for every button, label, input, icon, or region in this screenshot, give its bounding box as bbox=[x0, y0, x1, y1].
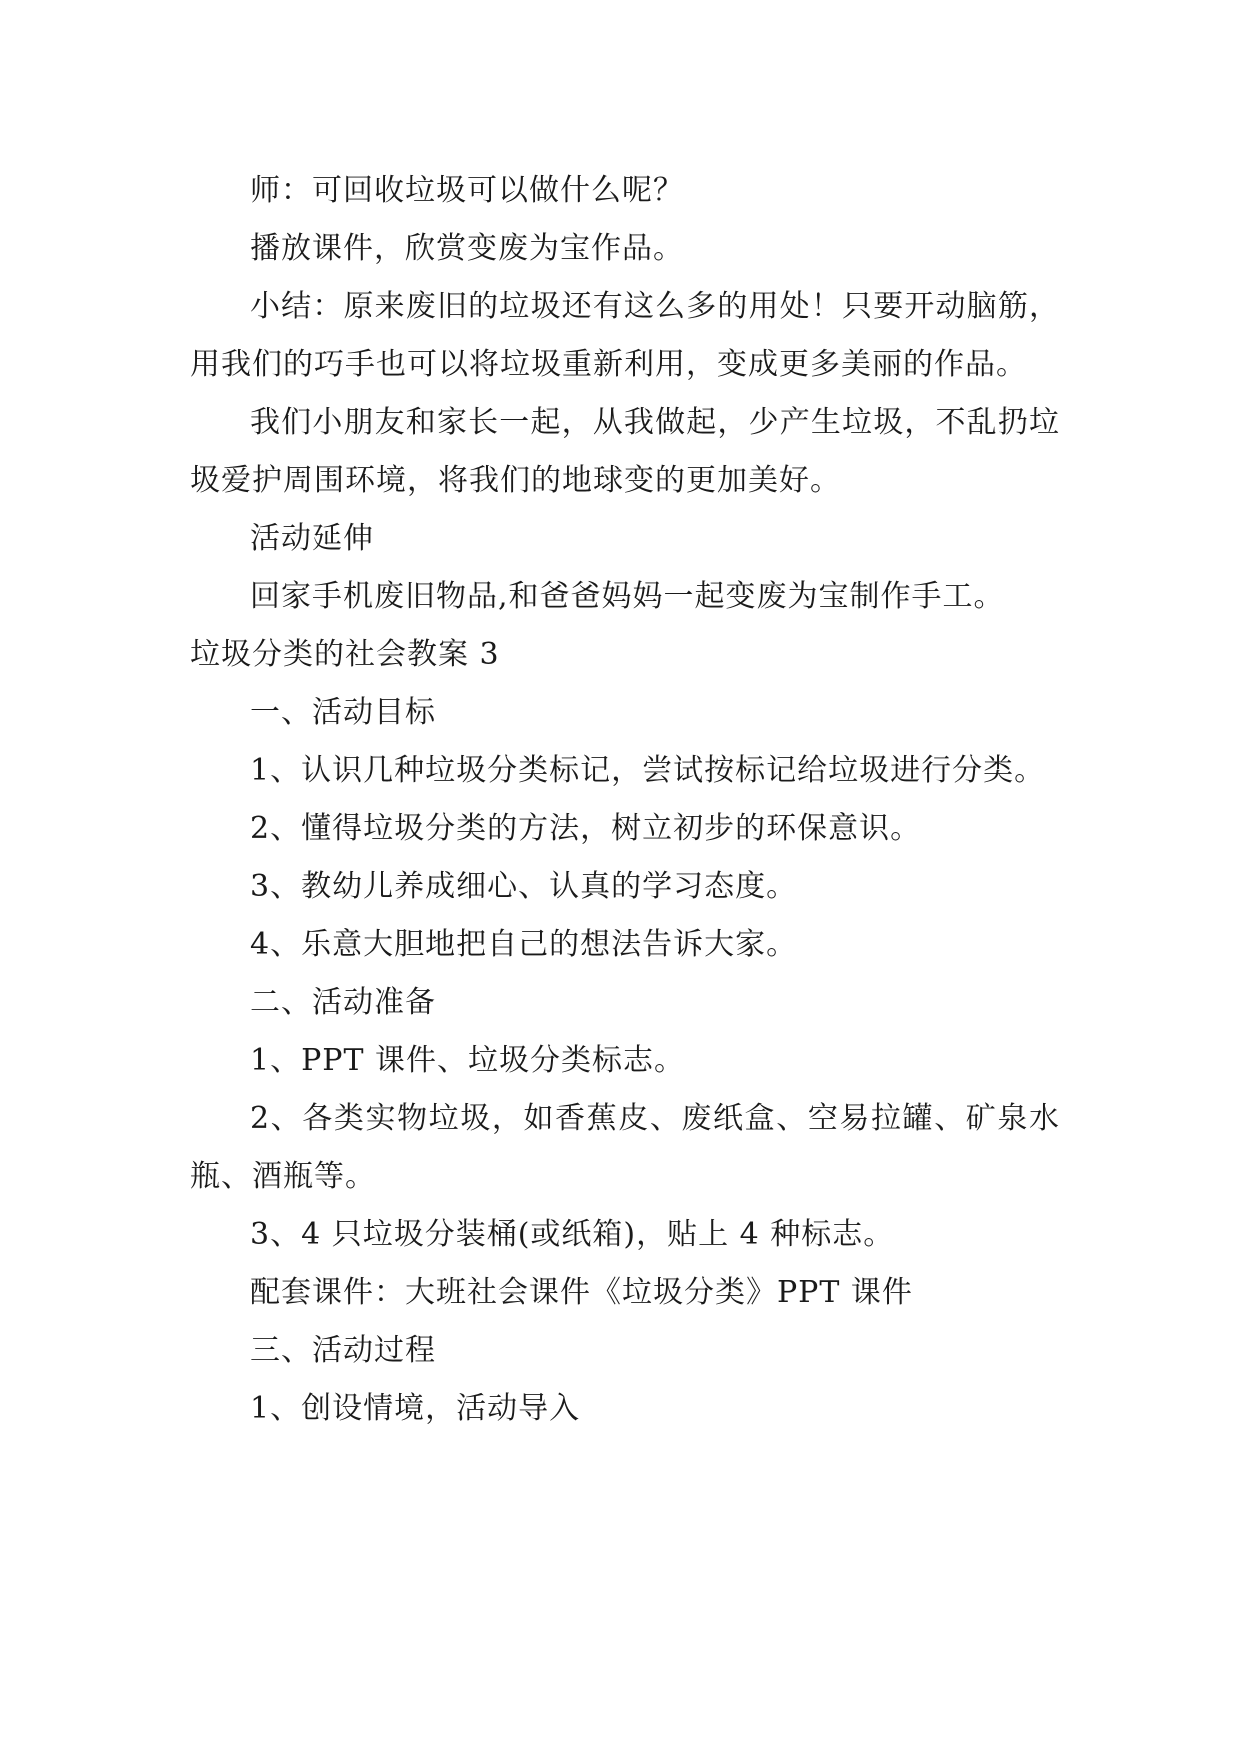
heading-activity-preparation: 二、活动准备 bbox=[250, 985, 436, 1020]
goal-item-3: 3、教幼儿养成细心、认真的学习态度。 bbox=[250, 869, 798, 904]
goal-item-1: 1、认识几种垃圾分类标记，尝试按标记给垃圾进行分类。 bbox=[250, 753, 1046, 788]
goal-item-2: 2、懂得垃圾分类的方法，树立初步的环保意识。 bbox=[250, 811, 922, 846]
prep-item-3: 3、4 只垃圾分装桶(或纸箱)，贴上 4 种标志。 bbox=[250, 1217, 895, 1252]
paragraph-home-craft: 回家手机废旧物品,和爸爸妈妈一起变废为宝制作手工。 bbox=[250, 579, 1005, 614]
heading-activity-extension: 活动延伸 bbox=[250, 521, 374, 556]
section-title-lesson-plan-3: 垃圾分类的社会教案 3 bbox=[190, 637, 500, 672]
paragraph-courseware: 配套课件：大班社会课件《垃圾分类》PPT 课件 bbox=[250, 1275, 913, 1310]
goal-item-4: 4、乐意大胆地把自己的想法告诉大家。 bbox=[250, 927, 798, 962]
paragraph-play-courseware: 播放课件，欣赏变废为宝作品。 bbox=[250, 231, 684, 266]
heading-activity-process: 三、活动过程 bbox=[250, 1333, 436, 1368]
paragraph-together: 我们小朋友和家长一起，从我做起，少产生垃圾，不乱扔垃圾爱护周围环境，将我们的地球变的更加美好。 bbox=[190, 405, 1060, 498]
paragraph-summary: 小结：原来废旧的垃圾还有这么多的用处！只要开动脑筋，用我们的巧手也可以将垃圾重新利用，变成更多美丽的作品。 bbox=[190, 289, 1060, 382]
prep-item-1: 1、PPT 课件、垃圾分类标志。 bbox=[250, 1043, 686, 1078]
process-item-1: 1、创设情境，活动导入 bbox=[250, 1391, 581, 1426]
document-body bbox=[190, 162, 1060, 1438]
prep-item-2: 2、各类实物垃圾，如香蕉皮、废纸盒、空易拉罐、矿泉水瓶、酒瓶等。 bbox=[190, 1101, 1060, 1194]
heading-activity-goals: 一、活动目标 bbox=[250, 695, 436, 730]
paragraph-teacher-question: 师：可回收垃圾可以做什么呢？ bbox=[250, 173, 684, 208]
